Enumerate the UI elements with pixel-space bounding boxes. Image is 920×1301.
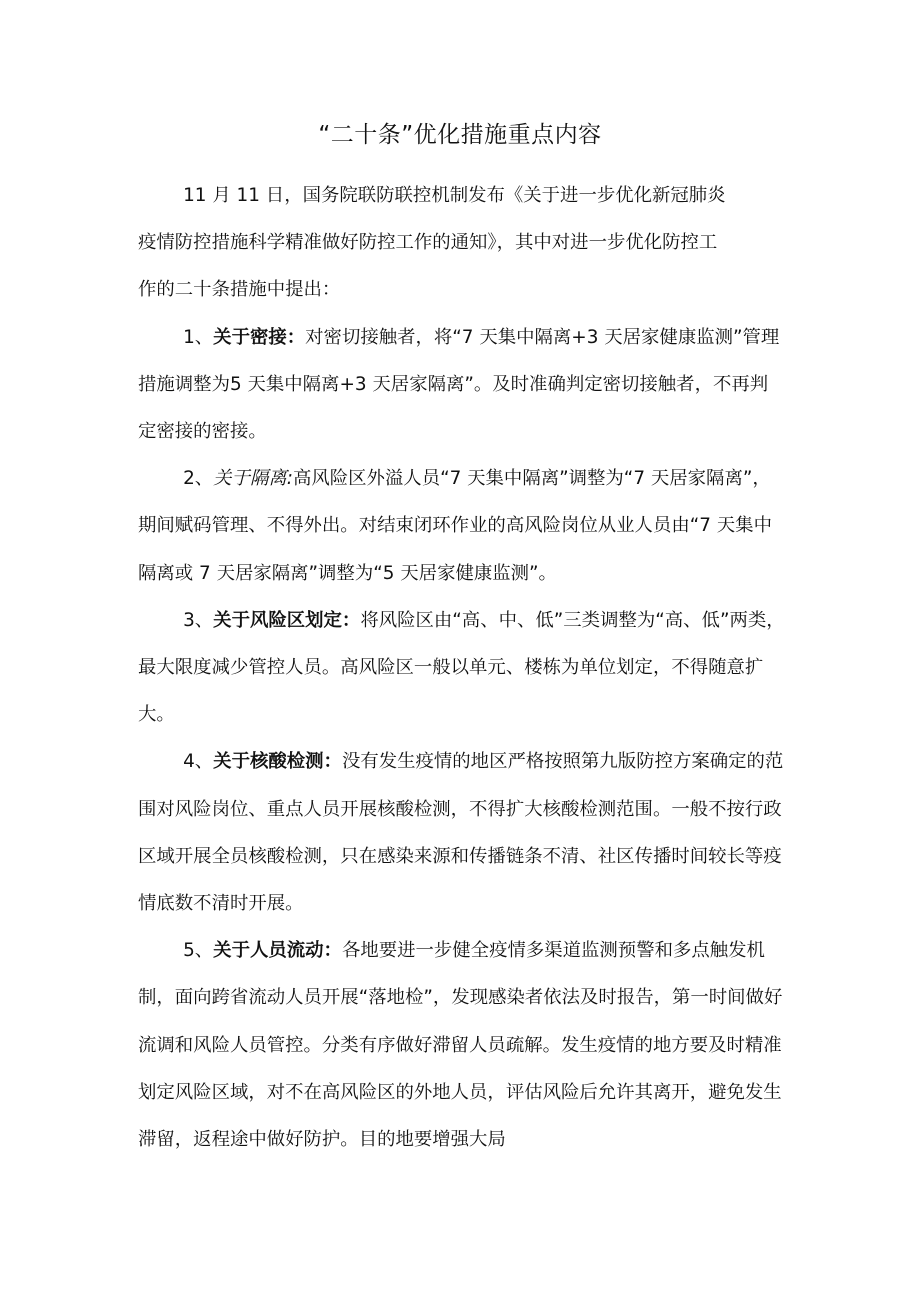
section-heading: 关于核酸检测 [213,751,324,773]
section-heading: 关于风险区划定 [213,609,342,631]
section-separator: : [286,468,293,490]
section-separator: ： [286,326,306,348]
section-number: 5、 [183,940,214,962]
section-paragraph-4 [138,738,786,927]
section-paragraph-5 [138,927,786,1163]
intro-paragraph: 11 月 11 日，国务院联防联控机制发布《关于进一步优化新冠肺炎疫情防控措施科学精准做好防控工作的通知》，其中对进一步优化防控工作的二十条措施中提出： [138,185,726,301]
section-separator: ： [341,609,361,631]
section-number: 3、 [183,609,214,631]
section-separator: ： [323,940,342,962]
section-text: 将风险区由“高、中、低”三类调整为“高、低”两类，最大限度减少管控人员。高风险区一般以单元、楼栋为单位划定，不得随意扩大。 [138,609,785,726]
section-text: 对密切接触者，将“7 天集中隔离+3 天居家健康监测”管理措施调整为5 天集中隔离+3 天居家隔离”。及时准确判定密切接触者，不再判定密接的密接。 [138,326,780,443]
section-heading: 关于人员流动 [213,940,324,962]
section-text: 没有发生疫情的地区严格按照第九版防控方案确定的范围对风险岗位、重点人员开展核酸检测，不得扩大核酸检测范围。一般不按行政区域开展全员核酸检测，只在感染来源和传播链条不清、社区传播时间较长等疫情底数不清时开展。 [138,751,784,915]
section-paragraph-2 [138,455,786,597]
page-title: “二十条”优化措施重点内容 [318,122,602,148]
section-text: 高风险区外溢人员“7 天集中隔离”调整为“7 天居家隔离”，期间赋码管理、不得外出。对结束闭环作业的高风险岗位从业人员由“7 天集中隔离或 7 天居家隔离”调整为“5 天居家健康监测”。 [138,468,772,584]
document-body [138,172,786,1163]
section-paragraph-1 [138,314,786,456]
section-number: 1、 [183,326,214,348]
section-number: 4、 [183,751,214,773]
section-paragraph-3 [138,597,786,739]
section-heading: 关于隔离 [213,468,287,490]
section-number: 2、 [183,468,214,490]
section-text: 各地要进一步健全疫情多渠道监测预警和多点触发机制，面向跨省流动人员开展“落地检”，发现感染者依法及时报告，第一时间做好流调和风险人员管控。分类有序做好滞留人员疏解。发生疫情的地方要及时精准划定风险区域，对不在高风险区的外地人员，评估风险后允许其离开，避免发生滞留，返程途中做好防护。目的地要增强大局 [138,940,783,1151]
section-separator: ： [323,751,342,773]
section-heading: 关于密接 [213,326,287,348]
